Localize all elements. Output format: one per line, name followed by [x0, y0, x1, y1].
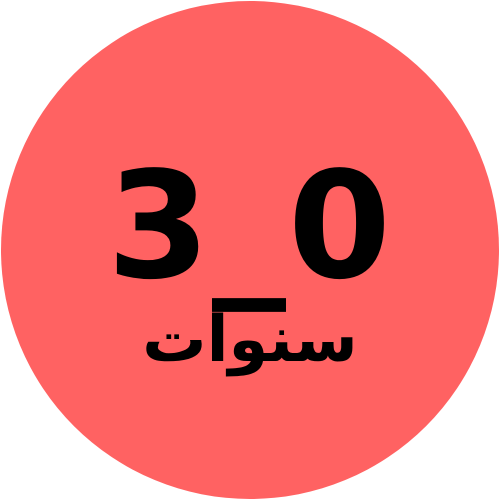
age-unit-label: سنوات [142, 303, 358, 377]
age-range-label: 3_0 [107, 140, 393, 312]
